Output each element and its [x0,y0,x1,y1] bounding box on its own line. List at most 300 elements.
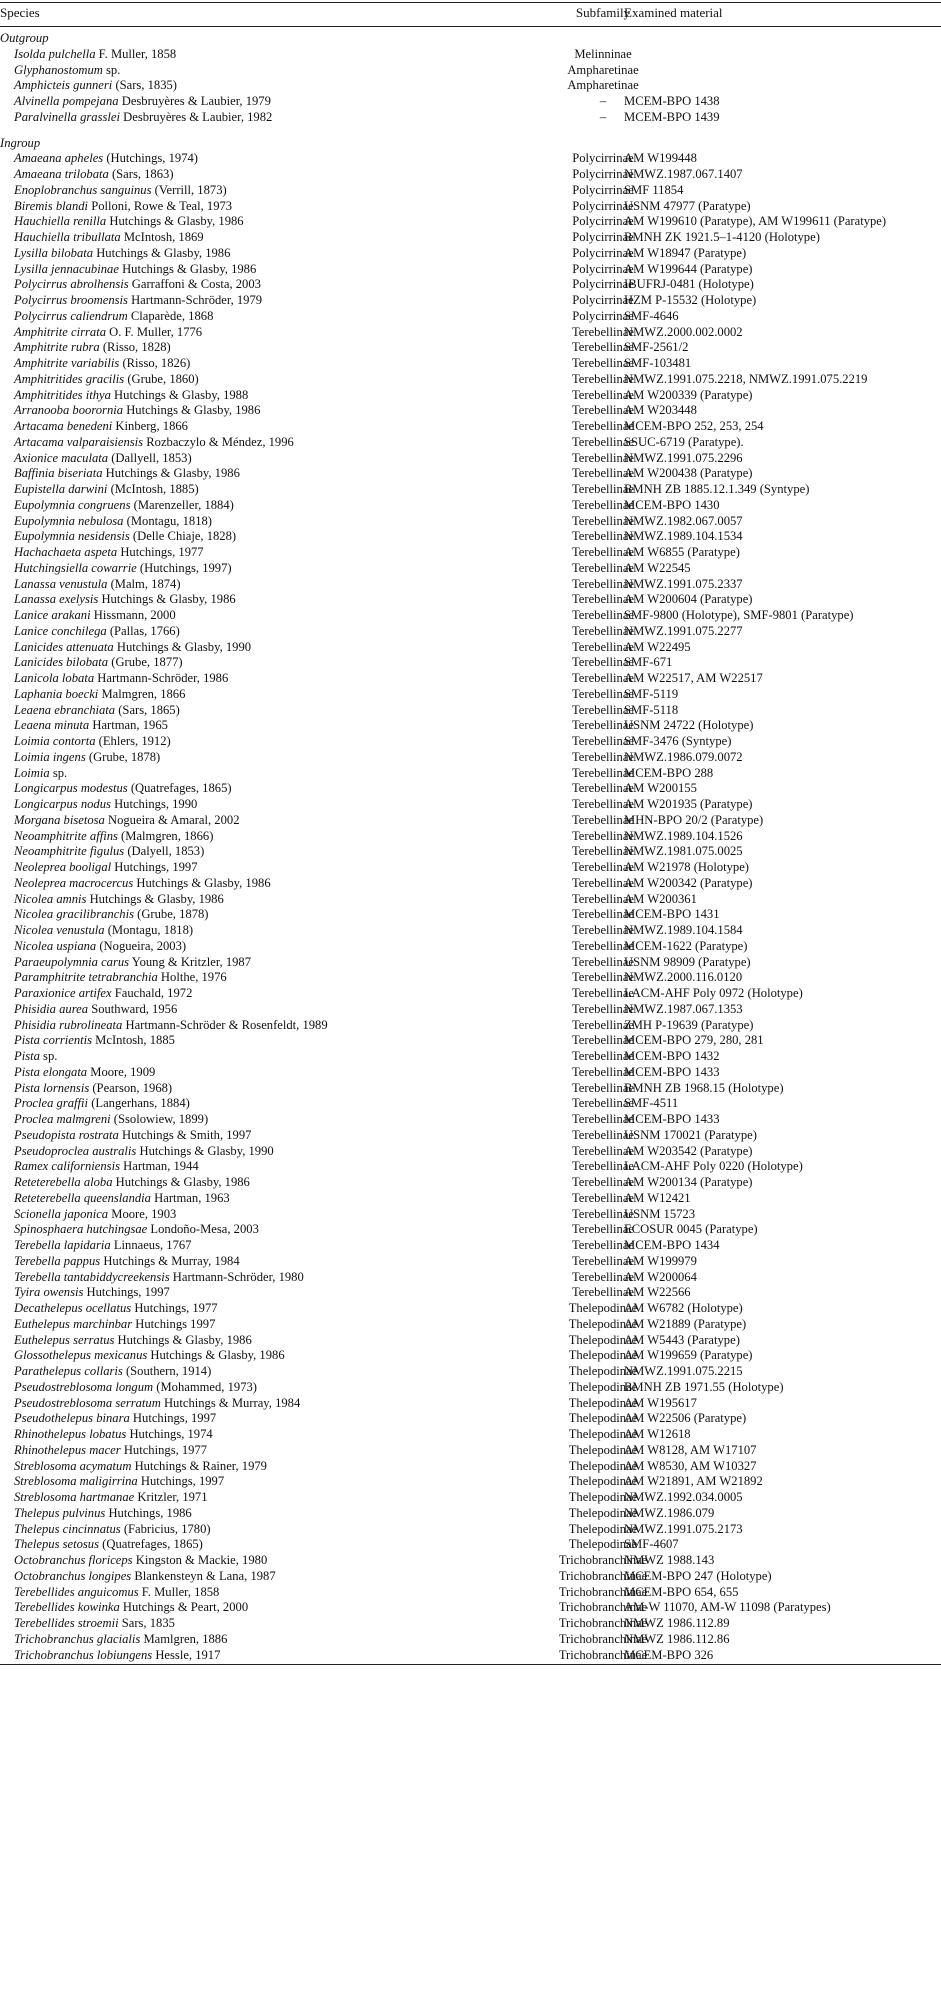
species-authority: Claparède, 1868 [127,308,214,323]
table-row [0,859,941,876]
species-authority: Kinberg, 1866 [112,419,188,433]
subfamily-cell: Terebellinae [571,497,635,512]
subfamily-cell: – [599,94,607,108]
material-cell: AM W200064 [624,1269,697,1284]
table-row [0,1584,941,1601]
subfamily-cell: Terebellinae [571,1080,635,1095]
species-cell [14,780,232,797]
species-name: Neoamphitrite figulus [14,844,125,859]
table-row [0,1552,941,1569]
material-cell: NMWZ.1987.067.1407 [624,167,743,181]
species-name: Neoleprea macrocercus [14,875,134,890]
species-name: Lysilla jennacubinae [14,261,119,276]
table-row [0,46,941,63]
species-name: Rhinothelepus lobatus [14,1427,127,1441]
species-name: Alvinella pompejana [14,94,119,108]
table-row [0,1095,941,1112]
table-row [0,891,941,908]
species-authority: Hessle, 1917 [152,1647,221,1662]
material-cell: USNM 24722 (Holotype) [624,718,754,733]
material-cell: SMF-671 [624,655,673,670]
subfamily-cell: Terebellinae [571,1253,635,1268]
subfamily-cell: Trichobranchinae [558,1647,648,1662]
species-authority: Hartmann-Schröder, 1986 [94,671,229,685]
species-authority: (Verrill, 1873) [151,182,227,197]
table-row [0,576,941,593]
species-name: Euthelepus marchinbar [14,1316,133,1331]
table-row [0,1347,941,1364]
material-cell: SMF-103481 [624,356,692,370]
species-authority: Garraffoni & Costa, 2003 [128,277,261,292]
species-cell [14,308,213,325]
species-cell [14,938,186,955]
subfamily-cell: Trichobranchinae [558,1600,648,1615]
species-cell [14,1221,259,1238]
subfamily-cell: Terebellinae [571,466,635,481]
species-authority: (Marenzeller, 1884) [130,497,234,512]
species-cell [14,544,204,561]
species-authority: Young & Kritzler, 1987 [129,954,252,969]
table-row [0,796,941,813]
species-authority: (Langerhans, 1884) [88,1096,190,1111]
species-authority: Hutchings, 1977 [117,545,204,559]
subfamily-cell: Thelepodinae [568,1316,638,1331]
table-row [0,843,941,860]
table-row [0,1158,941,1175]
species-authority: Hutchings & Glasby, 1986 [118,261,257,276]
material-cell: AM W199610 (Paratype), AM W199611 (Paratype) [624,214,887,229]
species-cell [14,670,228,687]
species-authority: (McIntosh, 1885) [107,482,199,496]
table-row [0,1269,941,1286]
subfamily-cell: Polycirrinae [572,151,634,166]
species-authority: Hartman, 1944 [119,1159,199,1174]
material-cell: USNM 98909 (Paratype) [624,954,751,969]
species-name: Lysilla bilobata [14,245,94,260]
species-name: Pseudoproclea australis [14,1143,137,1158]
material-cell: AM W199644 (Paratype) [624,261,753,276]
material-cell: AM W199979 [624,1253,697,1268]
species-name: Polycirrus abrolhensis [14,277,129,292]
species-name: Isolda pulchella [14,46,96,61]
species-cell [14,324,202,341]
table-row [0,954,941,971]
table-row [0,371,941,388]
table-row [0,339,941,356]
species-cell [14,1284,170,1301]
material-cell: MCEM-BPO 279, 280, 281 [624,1033,764,1048]
subfamily-cell: Polycirrinae [572,261,634,276]
species-cell [14,1410,216,1427]
table-row [0,780,941,797]
species-cell [14,1631,227,1648]
subfamily-cell: Terebellinae [571,1159,635,1174]
species-name: Lanassa venustula [14,576,108,591]
species-authority: F. Muller, 1858 [95,46,177,61]
species-authority: Moore, 1909 [87,1064,156,1079]
subfamily-cell: Terebellinae [571,1127,635,1142]
species-name: Neoamphitrite affins [14,828,118,843]
table-row [0,1647,941,1664]
species-name: Pseudostreblosoma longum [14,1379,154,1394]
species-name: Lanice conchilega [14,623,107,638]
species-name: Biremis blandi [14,198,89,213]
material-cell: NMWZ.1987.067.1353 [624,1001,743,1016]
species-name: Nicolea gracilibranchis [14,907,134,922]
subfamily-cell: Terebellinae [571,1190,635,1205]
subfamily-cell: Terebellinae [571,545,635,559]
subfamily-cell: Terebellinae [571,592,635,607]
material-cell: AM W203448 [624,403,697,418]
table-row [0,450,941,467]
species-name: Thelepus setosus [14,1537,100,1552]
species-cell [14,1032,175,1049]
species-name: Rhinothelepus macer [14,1442,121,1457]
material-cell: SMF-4511 [624,1096,679,1111]
table-row [0,1143,941,1160]
table-row [0,1458,941,1475]
species-authority: Hutchings, 1977 [120,1442,208,1457]
table-row [0,261,941,278]
subfamily-cell: Terebellinae [571,608,635,622]
species-cell [14,62,120,79]
material-cell: MCEM-BPO 288 [624,765,714,780]
species-name: Baffinia biseriata [14,466,103,481]
species-cell [14,292,262,309]
table-row [0,513,941,530]
subfamily-cell: Melinninae [574,46,632,61]
species-cell [14,1111,208,1128]
species-authority: Hutchings, 1997 [83,1285,170,1300]
species-cell [14,891,224,908]
species-name: Paraxionice artifex [14,986,112,1000]
species-cell [14,528,236,545]
species-authority: Hutchings & Glasby, 1986 [147,1348,285,1363]
subfamily-cell: Terebellinae [571,639,635,654]
subfamily-cell: Terebellinae [571,828,635,843]
species-authority: (Sars, 1863) [108,167,174,181]
material-cell: AM W21978 (Holotype) [624,860,749,874]
species-authority: Hartmann-Schröder & Rosenfeldt, 1989 [122,1017,328,1032]
species-cell [14,198,232,215]
material-cell: MCEM-BPO 1433 [624,1112,720,1126]
table-row [0,906,941,923]
species-cell [14,969,227,986]
species-authority: (Malm, 1874) [107,576,181,591]
species-authority: Hutchings, 1986 [105,1505,192,1520]
material-cell: MCEM-BPO 1433 [624,1064,720,1079]
material-cell: USNM 47977 (Paratype) [624,198,751,213]
species-name: Pista corrientis [14,1033,93,1048]
table-row [0,418,941,435]
species-name: Nicolea venustula [14,923,105,937]
species-cell [14,465,240,482]
species-cell [14,93,271,110]
species-name: Polycirrus broomensis [14,293,128,307]
species-name: Axionice maculata [14,450,109,465]
table-row [0,1300,941,1317]
table-row [0,213,941,230]
table-row [0,1127,941,1144]
material-cell: SMF-2561/2 [624,340,689,355]
table-row [0,1206,941,1223]
species-name: Streblosoma maligirrina [14,1474,138,1489]
species-cell [14,1064,155,1081]
material-cell: NMWZ.1991.075.2218, NMWZ.1991.075.2219 [624,371,868,386]
subfamily-cell: Terebellinae [571,702,635,717]
species-name: Tyira owensis [14,1285,84,1300]
species-authority: (Pallas, 1766) [106,623,180,638]
species-cell [14,1253,240,1270]
species-authority: O. F. Muller, 1776 [106,324,203,339]
species-name: Glossothelepus mexicanus [14,1348,148,1363]
species-authority: Hutchings & Glasby, 1986 [112,1175,250,1189]
species-cell [14,733,171,750]
species-authority: (Ehlers, 1912) [95,734,171,748]
material-cell: SMF-5118 [624,702,679,717]
species-cell [14,717,168,734]
species-name: Lanicides bilobata [14,655,109,670]
species-name: Octobranchus longipes [14,1568,132,1583]
species-authority: Sars, 1835 [118,1616,175,1630]
species-name: Pseudopista rostrata [14,1127,119,1142]
species-cell [14,1615,175,1632]
material-cell: NMWZ.1989.104.1526 [624,828,743,843]
table-row [0,434,941,451]
subfamily-cell: Terebellinae [571,340,635,355]
material-cell: NMWZ.1986.079.0072 [624,749,743,764]
species-name: Leaena minuta [14,718,90,733]
species-name: Paralvinella grasslei [14,109,120,124]
subfamily-cell: Thelepodinae [568,1537,638,1552]
species-name: Longicarpus modestus [14,781,128,796]
species-authority: Hutchings & Glasby, 1986 [102,466,240,481]
species-cell [14,591,236,608]
material-cell: NMWZ.2000.002.0002 [624,324,743,339]
species-cell [14,213,244,230]
subfamily-cell: Thelepodinae [568,1332,638,1347]
material-cell: SMF-4646 [624,308,679,323]
section-label [0,135,941,152]
species-authority: Hutchings & Glasby, 1986 [93,245,231,260]
subfamily-cell: Thelepodinae [568,1458,638,1473]
material-cell: NMWZ.1986.079 [624,1505,715,1520]
table-row [0,749,941,766]
material-cell: NMWZ.1991.075.2215 [624,1364,743,1378]
subfamily-cell: Polycirrinae [572,214,634,229]
species-cell [14,1505,192,1522]
subfamily-cell: Terebellinae [571,875,635,890]
species-name: Eupistella darwini [14,482,108,496]
species-name: Thelepus cincinnatus [14,1521,121,1536]
table-row [0,1599,941,1616]
species-name: Proclea malmgreni [14,1112,111,1126]
species-authority: (Hutchings, 1974) [103,151,198,166]
species-authority: sp. [49,765,68,780]
material-cell: NMWZ.1992.034.0005 [624,1490,743,1504]
table-row [0,402,941,419]
material-cell: USNM 15723 [624,1206,696,1221]
species-cell [14,1552,267,1569]
material-cell: AM W199448 [624,151,697,166]
material-cell: MCEM-1622 (Paratype) [624,938,748,953]
table-row [0,560,941,577]
table-row [0,528,941,545]
species-name: Octobranchus floriceps [14,1553,133,1567]
subfamily-cell: Terebellinae [571,1049,635,1063]
material-cell: AM W8530, AM W10327 [624,1458,757,1473]
species-cell [14,654,183,671]
species-name: Lanice arakani [14,608,91,622]
species-cell [14,875,271,892]
table-row [0,1001,941,1018]
species-name: Polycirrus caliendrum [14,308,128,323]
species-cell [14,1489,208,1506]
species-name: Pseudostreblosoma serratum [14,1395,161,1410]
table-row [0,1426,941,1443]
material-cell: SMF 11854 [624,182,684,197]
species-authority: (Risso, 1828) [99,340,171,355]
table-header-row [0,5,941,22]
subfamily-cell: Trichobranchinae [558,1568,648,1583]
material-cell: AM W21889 (Paratype) [624,1316,747,1331]
subfamily-cell: Terebellinae [571,970,635,985]
table-row [0,702,941,719]
subfamily-cell: Thelepodinae [568,1411,638,1426]
material-cell: NMWZ.1991.075.2337 [624,576,743,591]
species-name: Leaena ebranchiata [14,702,116,717]
species-name: Arranooba boorornia [14,403,124,418]
species-name: Proclea graffii [14,1096,89,1111]
species-name: Terebella tantabiddycreekensis [14,1269,170,1284]
species-cell [14,1536,203,1553]
species-cell [14,1080,172,1097]
table-row [0,1442,941,1459]
subfamily-cell: Thelepodinae [568,1490,638,1504]
material-cell: BMNH ZB 1968.15 (Holotype) [624,1080,784,1095]
table-row [0,922,941,939]
subfamily-cell: Terebellinae [571,986,635,1000]
table-row [0,1631,941,1648]
species-authority: (Sars, 1865) [115,702,180,717]
material-cell: NMWZ 1986.112.89 [624,1616,730,1630]
species-cell [14,261,256,278]
subfamily-cell: Terebellinae [571,403,635,418]
species-cell [14,166,174,183]
species-cell [14,1442,207,1459]
subfamily-cell: Terebellinae [571,797,635,811]
species-cell [14,434,294,451]
species-name: Amphitritides gracilis [14,371,125,386]
subfamily-cell: Terebellinae [571,560,635,575]
species-authority: Kritzler, 1971 [134,1490,208,1504]
species-authority: (Southern, 1914) [122,1364,212,1378]
species-name: Amphicteis gunneri [14,78,113,93]
species-name: Paraeupolymnia carus [14,954,130,969]
material-cell: IBUFRJ-0481 (Holotype) [624,277,754,292]
material-cell: AM W22517, AM W22517 [624,671,763,685]
species-authority: Hutchings & Glasby, 1986 [133,875,271,890]
material-cell: MCEM-BPO 252, 253, 254 [624,419,764,433]
species-cell [14,686,185,703]
species-name: Nicolea amnis [14,891,87,906]
subfamily-cell: Terebellinae [571,387,635,402]
species-authority: Malmgren, 1866 [98,686,186,701]
species-cell [14,1190,230,1207]
material-cell: AM W18947 (Paratype) [624,245,747,260]
species-name: Scionella japonica [14,1206,109,1221]
material-cell: SMF-3476 (Syntype) [624,734,732,748]
species-cell [14,607,176,624]
subfamily-cell: Terebellinae [571,765,635,780]
table-row [0,229,941,246]
subfamily-cell: Terebellinae [571,1096,635,1111]
species-name: Parathelepus collaris [14,1364,123,1378]
material-cell: MHN-BPO 20/2 (Paratype) [624,812,764,827]
species-cell [14,1316,215,1333]
table-row [0,109,941,126]
table-row [0,1190,941,1207]
table-row [0,733,941,750]
material-cell: AM W200155 [624,781,697,796]
species-cell [14,765,67,782]
species-cell [14,859,198,876]
material-cell: MCEM-BPO 1438 [624,94,720,108]
species-cell [14,497,234,514]
material-cell: AM W199659 (Paratype) [624,1348,753,1363]
species-cell [14,355,190,372]
subfamily-cell: Thelepodinae [568,1521,638,1536]
species-name: Pseudothelepus binara [14,1411,130,1426]
species-authority: (Grube, 1878) [133,907,209,922]
subfamily-cell: Terebellinae [571,419,635,433]
table-row [0,1379,941,1396]
species-cell [14,623,180,640]
species-name: Nicolea uspiana [14,938,97,953]
table-row [0,1174,941,1191]
material-cell: NMWZ.1991.075.2296 [624,450,743,465]
species-name: Eupolymnia nesidensis [14,529,130,544]
subfamily-cell: Polycirrinae [572,308,634,323]
species-cell [14,576,181,593]
species-name: Reteterebella queenslandia [14,1190,151,1205]
material-cell: AM W22506 (Paratype) [624,1411,747,1426]
material-cell: BMNH ZK 1921.5–1-4120 (Holotype) [624,230,820,244]
material-cell: AM W21891, AM W21892 [624,1474,763,1489]
header-subfamily: Subfamily [575,5,631,20]
material-cell: AM W22545 [624,560,691,575]
header-rule [0,26,941,27]
material-cell: AM W200134 (Paratype) [624,1175,753,1189]
species-authority: Hutchings, 1997 [137,1474,225,1489]
material-cell: LACM-AHF Poly 0972 (Holotype) [624,986,803,1000]
species-cell [14,1647,220,1664]
material-cell: MCEM-BPO 326 [624,1647,714,1662]
top-rule [0,2,941,3]
subfamily-cell: Terebellinae [571,1269,635,1284]
material-cell: AM W200604 (Paratype) [624,592,753,607]
species-name: Eupolymnia nebulosa [14,513,124,528]
subfamily-cell: Terebellinae [571,1001,635,1016]
subfamily-cell: Terebellinae [571,812,635,827]
species-name: Neoleprea booligal [14,860,112,874]
species-name: Spinosphaera hutchingsae [14,1222,148,1237]
species-cell [14,1599,248,1616]
species-authority: (Pearson, 1968) [89,1080,173,1095]
species-cell [14,1269,304,1286]
species-cell [14,513,212,530]
material-cell: AM W12618 [624,1427,691,1441]
